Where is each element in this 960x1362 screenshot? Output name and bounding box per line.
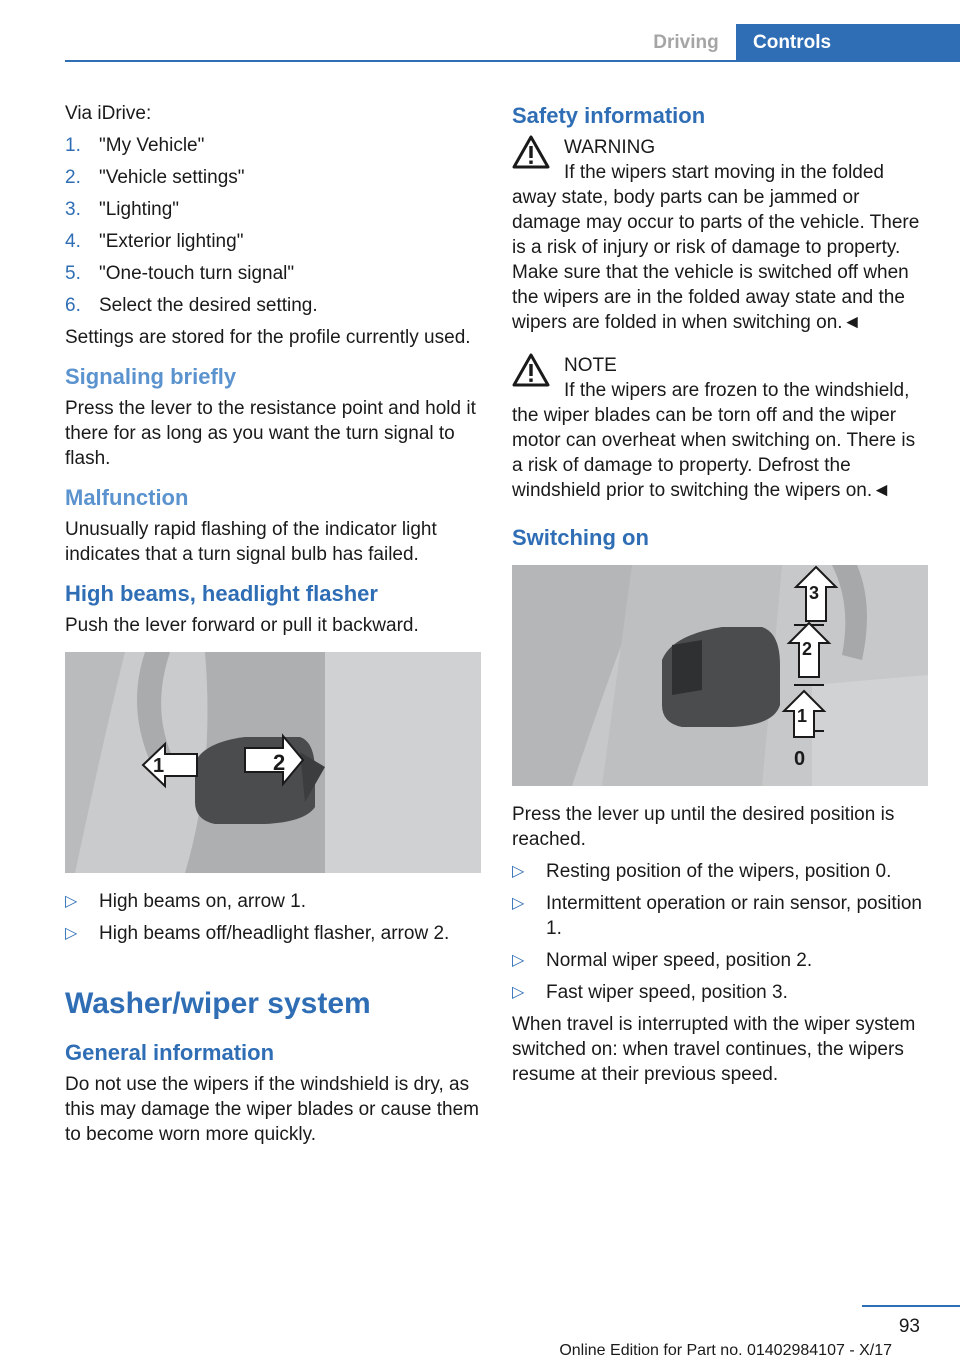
washer-heading: Washer/wiper system [65,987,371,1020]
signaling-text: Press the lever to the resistance point and hold it there for as long as you want the turn signal to flash. [65,398,476,469]
note-text: the wiper blades can be torn off and the wiper motor can overheat when switching on. There is a risk of damage to property. Defrost the windshield prior to switching the wipers on.◄ [512,405,916,501]
signaling-heading: Signaling briefly [65,364,237,389]
triangle-right-icon: ▷ [512,863,525,880]
list-item: ▷ High beams on, arrow 1. [65,891,306,912]
highbeam-figure [65,652,481,873]
step-item: 5. "One-touch turn signal" [65,263,295,284]
warning-lead: If the wipers start moving in the folded [564,162,884,183]
header-rule [65,60,960,62]
warning-block [512,135,928,335]
note-title: NOTE [564,355,617,376]
highbeam-bullets [65,889,480,946]
switching-heading: Switching on [512,525,649,550]
position-0-label: 0 [794,748,806,770]
step-item: 3. "Lighting" [65,199,180,220]
warning-triangle-icon [512,135,550,169]
right-column [512,101,928,1094]
left-column [65,101,480,1154]
triangle-right-icon: ▷ [65,925,78,942]
triangle-right-icon: ▷ [512,984,525,1001]
stored-note: Settings are stored for the profile currently used. [65,327,471,348]
step-item: 2. "Vehicle settings" [65,167,245,188]
malfunction-heading: Malfunction [65,485,189,510]
header-tab-controls: Controls [736,24,960,62]
footer-rule [862,1305,960,1307]
page-number: 93 [898,1316,920,1337]
wiper-illustration [512,565,928,786]
general-heading: General information [65,1040,275,1065]
wiper-figure [512,565,928,786]
idrive-steps [65,133,480,318]
general-text: Do not use the wipers if the windshield is dry, as this may damage the wiper blades or cause them to become worn more quickly. [65,1074,479,1145]
wiper-positions-list [512,859,928,1005]
triangle-right-icon: ▷ [512,895,525,912]
list-item: ▷ Resting position of the wipers, position 0. [512,861,892,882]
arrow-1-label: 1 [153,755,165,777]
malfunction-text: Unusually rapid flashing of the indicator light indicates that a turn signal bulb has failed. [65,519,437,565]
list-item: ▷ Intermittent operation or rain sensor, position 1. [512,893,922,939]
step-item: 1. "My Vehicle" [65,135,205,156]
press-text: Press the lever up until the desired position is reached. [512,804,895,850]
step-item: 4. "Exterior lighting" [65,231,244,252]
position-3-label: 3 [809,583,820,603]
note-block [512,353,928,503]
position-2-label: 2 [802,639,813,659]
safety-heading: Safety information [512,103,706,128]
warning-text: away state, body parts can be jammed or damage may occur to parts of the vehicle. There is a risk of injury or risk of damage to property. Make sure that the vehicle is switched off when the wipers are in the folded away state and the wipers are folded in when switching on.◄ [512,187,920,333]
list-item: ▷ Normal wiper speed, position 2. [512,950,813,971]
arrow-2-label: 2 [273,750,286,775]
triangle-right-icon: ▷ [65,893,78,910]
list-item: ▷ High beams off/headlight flasher, arrow 2. [65,923,450,944]
step-item: 6. Select the desired setting. [65,295,318,316]
highbeam-illustration [65,652,481,873]
list-item: ▷ Fast wiper speed, position 3. [512,982,788,1003]
note-lead: If the wipers are frozen to the windshield, [564,380,910,401]
highbeam-heading: High beams, headlight flasher [65,581,378,606]
highbeam-text: Push the lever forward or pull it backward. [65,615,419,636]
header-tab-driving: Driving [653,32,719,53]
position-1-label: 1 [797,706,808,726]
warning-title: WARNING [564,137,656,158]
edition-note: Online Edition for Part no. 01402984107 - X/17 [559,1342,892,1359]
idrive-intro: Via iDrive: [65,103,152,124]
warning-triangle-icon [512,353,550,387]
triangle-right-icon: ▷ [512,952,525,969]
travel-text: When travel is interrupted with the wiper system switched on: when travel continues, the wipers resume at their previous speed. [512,1014,916,1085]
